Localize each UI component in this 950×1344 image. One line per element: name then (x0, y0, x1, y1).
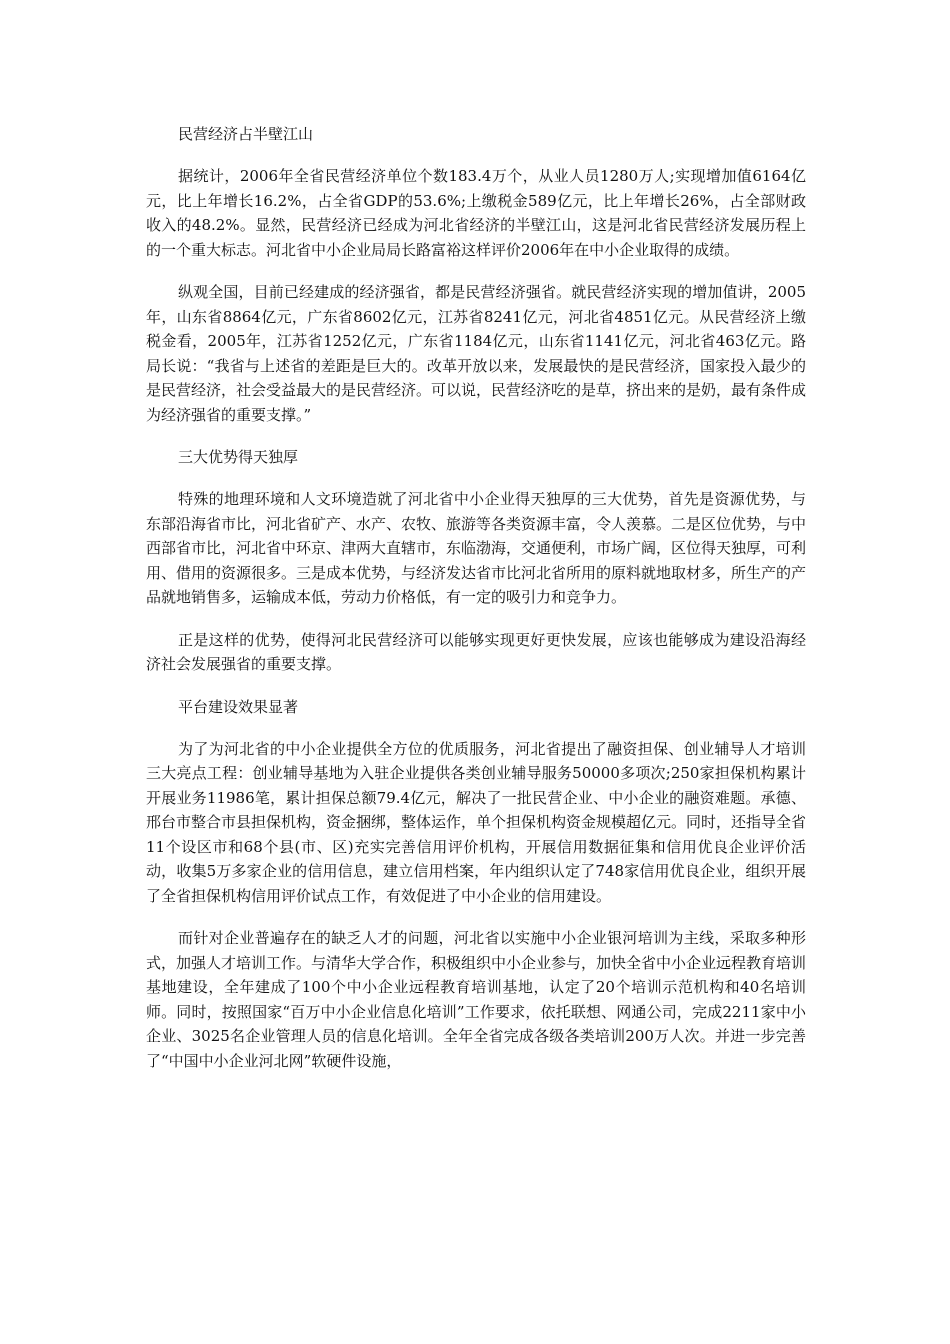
section-heading-three-advantages: 三大优势得天独厚 (178, 448, 299, 466)
document-body (146, 122, 806, 1091)
paragraph-advantages-detail: 特殊的地理环境和人文环境造就了河北省中小企业得天独厚的三大优势，首先是资源优势，与东部沿海省市比，河北省矿产、水产、农牧、旅游等各类资源丰富，令人羡慕。二是区位优势，与中西部省市比，河北省中环京、津两大直辖市，东临渤海，交通便利，市场广阔，区位得天独厚，可利用、借用的资源很多。三是成本优势，与经济发达省市比河北省所用的原料就地取材多，所生产的产品就地销售多，运输成本低，劳动力价格低，有一定的吸引力和竞争力。 (146, 490, 807, 606)
paragraph-statistics-2006: 据统计，2006年全省民营经济单位个数183.4万个，从业人员1280万人;实现增加值6164亿元，比上年增长16.2%，占全省GDP的53.6%;上缴税金589亿元，比上年增长26%，占全部财政收入的48.2%。显然，民营经济已经成为河北省经济的半壁江山，这是河北省民营经济发展历程上的一个重大标志。河北省中小企业局局长路富裕这样评价2006年在中小企业取得的成绩。 (146, 167, 806, 259)
paragraph-financing-guarantee: 为了为河北省的中小企业提供全方位的优质服务，河北省提出了融资担保、创业辅导人才培训三大亮点工程：创业辅导基地为入驻企业提供各类创业辅导服务50000多项次;250家担保机构累计开展业务11986笔，累计担保总额79.4亿元，解决了一批民营企业、中小企业的融资难题。承德、邢台市整合市县担保机构，资金捆绑，整体运作，单个担保机构资金规模超亿元。同时，还指导全省11个设区市和68个县(市、区)充实完善信用评价机构，开展信用数据征集和信用优良企业评价活动，收集5万多家企业的信用信息，建立信用档案，年内组织认定了748家信用优良企业，组织开展了全省担保机构信用评价试点工作，有效促进了中小企业的信用建设。 (146, 739, 807, 905)
paragraph-talent-training: 而针对企业普遍存在的缺乏人才的问题，河北省以实施中小企业银河培训为主线，采取多种形式，加强人才培训工作。与清华大学合作，积极组织中小企业参与，加快全省中小企业远程教育培训基地建设，全年建成了100个中小企业远程教育培训基地，认定了20个培训示范机构和40名培训师。同时，按照国家“百万中小企业信息化培训”工作要求，依托联想、网通公司，完成2211家中小企业、3025名企业管理人员的信息化培训。全年全省完成各级各类培训200万人次。并进一步完善了“中国中小企业河北网”软硬件设施， (146, 929, 807, 1070)
section-heading-platform-building: 平台建设效果显著 (178, 697, 299, 716)
section-heading-private-economy: 民营经济占半壁江山 (178, 125, 314, 143)
paragraph-advantages-summary: 正是这样的优势，使得河北民营经济可以能够实现更好更快发展，应该也能够成为建设沿海经济社会发展强省的重要支撑。 (146, 630, 806, 673)
paragraph-national-comparison: 纵观全国，目前已经建成的经济强省，都是民营经济强省。就民营经济实现的增加值讲，2005年，山东省8864亿元，广东省8602亿元，江苏省8241亿元，河北省4851亿元。从民营经济上缴税金看，2005年，江苏省1252亿元，广东省1184亿元，山东省1141亿元，河北省463亿元。路局长说：“我省与上述省的差距是巨大的。改革开放以来，发展最快的是民营经济，国家投入最少的是民营经济，社会受益最大的是民营经济。可以说，民营经济吃的是草，挤出来的是奶，最有条件成为经济强省的重要支撑。” (146, 283, 807, 424)
